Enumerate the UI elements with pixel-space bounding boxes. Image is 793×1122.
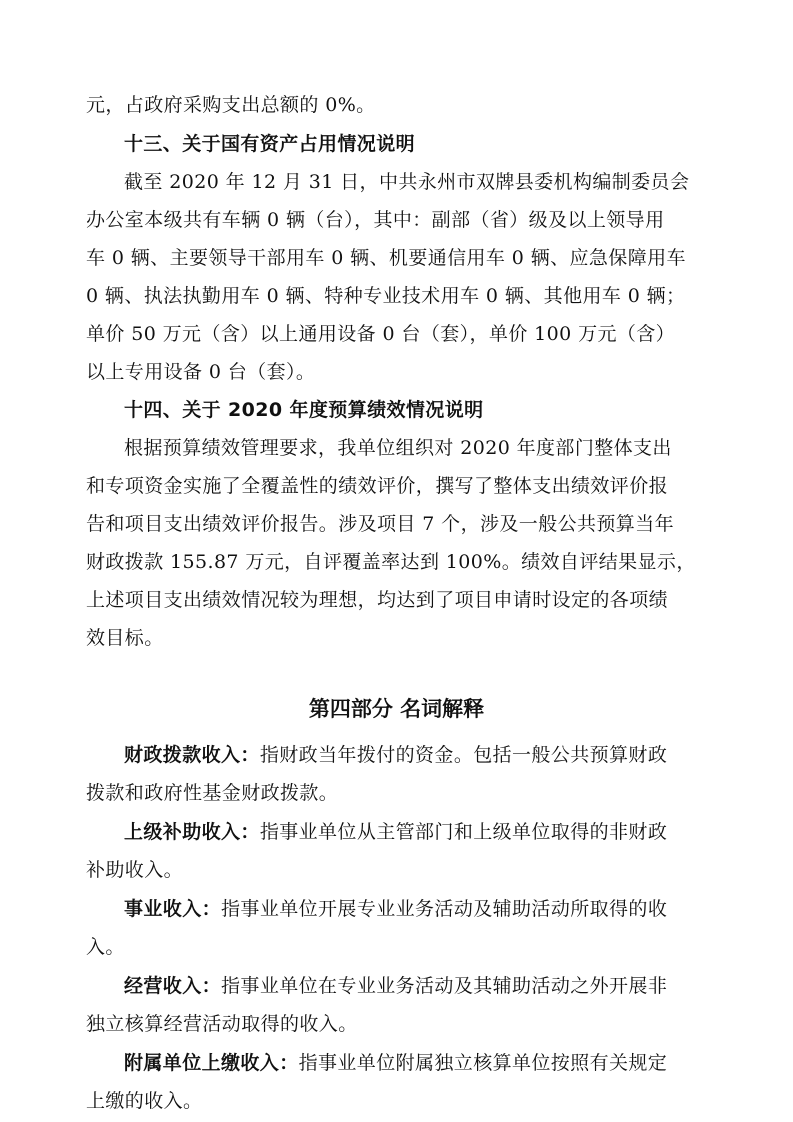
glossary-entry bbox=[124, 890, 726, 928]
text-line: 上述项目支出绩效情况较为理想，均达到了项目申请时设定的各项绩 bbox=[86, 589, 669, 611]
text-line: 和专项资金实施了全覆盖性的绩效评价，撰写了整体支出绩效评价报 bbox=[86, 475, 669, 497]
glossary-term: 附属单位上缴收入： bbox=[124, 1052, 299, 1074]
glossary-term: 上级补助收入： bbox=[124, 821, 260, 843]
text-line: 以上专用设备 0 台（套）。 bbox=[86, 361, 316, 383]
text-line: 独立核算经营活动取得的收入。 bbox=[86, 1013, 358, 1035]
text-line: 补助收入。 bbox=[86, 859, 184, 881]
text-line: 办公室本级共有车辆 0 辆（台），其中：副部（省）级及以上领导用 bbox=[86, 209, 665, 231]
text-line: 效目标。 bbox=[86, 627, 164, 649]
glossary-definition: 指事业单位附属独立核算单位按照有关规定 bbox=[298, 1052, 668, 1074]
text-line: 单价 50 万元（含）以上通用设备 0 台（套），单价 100 万元（含） bbox=[86, 323, 676, 345]
glossary-definition: 指财政当年拨付的资金。包括一般公共预算财政 bbox=[259, 744, 668, 766]
text-line: 财政拨款 155.87 万元，自评覆盖率达到 100%。绩效自评结果显示， bbox=[86, 551, 696, 573]
glossary-definition: 指事业单位开展专业业务活动及辅助活动所取得的收 bbox=[221, 898, 668, 920]
text-line: 根据预算绩效管理要求，我单位组织对 2020 年度部门整体支出 bbox=[124, 437, 672, 459]
text-line: 车 0 辆、主要领导干部用车 0 辆、机要通信用车 0 辆、应急保障用车 bbox=[86, 247, 686, 269]
glossary-entry bbox=[124, 813, 726, 851]
text-line: 截至 2020 年 12 月 31 日，中共永州市双牌县委机构编制委员会 bbox=[124, 171, 690, 193]
glossary-entry bbox=[124, 736, 726, 774]
section-heading-14: 十四、关于 2020 年度预算绩效情况说明 bbox=[124, 399, 484, 421]
text-line: 入。 bbox=[86, 936, 125, 958]
section-heading-13: 十三、关于国有资产占用情况说明 bbox=[124, 133, 416, 155]
glossary-entry bbox=[124, 1044, 726, 1082]
text-line: 0 辆、执法执勤用车 0 辆、特种专业技术用车 0 辆、其他用车 0 辆； bbox=[86, 285, 686, 307]
glossary-term: 事业收入： bbox=[124, 898, 222, 920]
text-line: 上缴的收入。 bbox=[86, 1090, 203, 1112]
glossary-definition: 指事业单位在专业业务活动及其辅助活动之外开展非 bbox=[221, 975, 668, 997]
glossary-entry bbox=[124, 967, 726, 1005]
text-line: 告和项目支出绩效评价报告。涉及项目 7 个，涉及一般公共预算当年 bbox=[86, 513, 674, 535]
text-line: 拨款和政府性基金财政拨款。 bbox=[86, 782, 339, 804]
part-title: 第四部分 名词解释 bbox=[308, 697, 485, 721]
text-line: 元，占政府采购支出总额的 0%。 bbox=[86, 94, 376, 116]
glossary-term: 财政拨款收入： bbox=[124, 744, 260, 766]
glossary-term: 经营收入： bbox=[124, 975, 222, 997]
glossary-definition: 指事业单位从主管部门和上级单位取得的非财政 bbox=[259, 821, 668, 843]
